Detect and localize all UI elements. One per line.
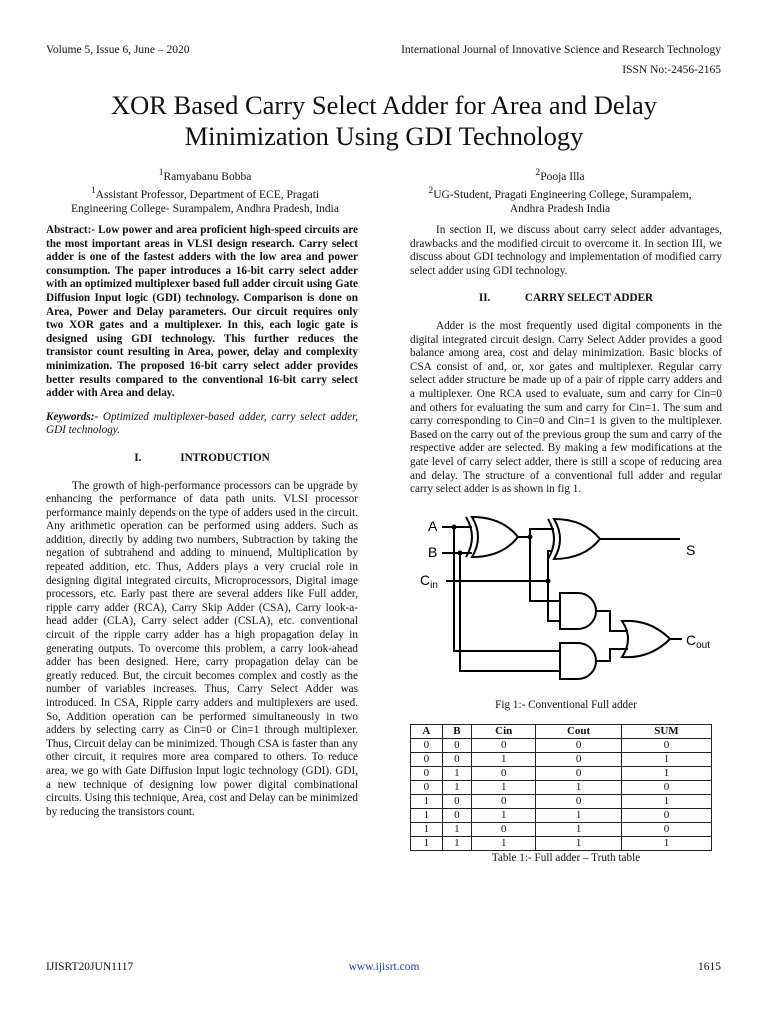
- section-number: II.: [478, 292, 491, 305]
- or-gate: [622, 621, 670, 657]
- junction-dot: [452, 524, 457, 529]
- abstract-label: Abstract:-: [46, 224, 96, 236]
- section-number: I.: [134, 451, 142, 464]
- xor1-gate: [472, 517, 518, 557]
- cout-sub: out: [696, 639, 711, 651]
- table-cell: 1: [472, 809, 536, 823]
- affiliation-line: UG-Student, Pragati Engineering College, Surampalem,: [433, 189, 692, 202]
- paper-title: [30, 90, 738, 152]
- junction-dot: [546, 578, 551, 583]
- carry-select-adder-paragraph: Adder is the most frequently used digital components in the digital integrated circuit design. Carry Select Adder provides a good balance among area, cost and delay minimization. Basic blocks of CSA consist of and, or, xor gates and multiplexer. Regular carry select adder structure be made up of a pair of ripple carry adders and a multiplexer. One RCA used to evaluate, sum and carry for Cin=0 and others for evaluating the sum and carry for Cin=1. The sum and carry corresponding to Cin=0 and Cin=1 is given to the multiplexer. Based on the carry out of the previous group the sum and carry of the respective adder are selected. By making a few modifications at the gate level of carry select adder, there is still a scope of reducing area and delay. The structure of a conventional full adder and regular carry select adder is as shown in fig 1.: [410, 319, 722, 496]
- truth-table-body: [411, 739, 712, 851]
- table-header-row: [411, 725, 712, 739]
- table-cell: 1: [536, 809, 622, 823]
- author-block-right: [400, 166, 720, 216]
- wire-xor1-to-and1: [530, 537, 560, 601]
- table-cell: 1: [442, 767, 472, 781]
- left-column: [46, 224, 358, 829]
- table-cell: 1: [442, 823, 472, 837]
- wire-cin-to-xor2: [446, 551, 552, 581]
- journal-website-link[interactable]: www.ijisrt.com: [348, 961, 420, 973]
- table-row: [411, 739, 712, 753]
- table-row: [411, 767, 712, 781]
- table-cell: 0: [411, 753, 443, 767]
- junction-dot: [528, 534, 533, 539]
- full-adder-circuit-diagram: [410, 511, 722, 687]
- table-cell: 0: [472, 739, 536, 753]
- author-name-right: [400, 166, 720, 184]
- table-cell: 1: [621, 795, 711, 809]
- table-cell: 0: [442, 739, 472, 753]
- input-label-cin: [420, 572, 438, 591]
- right-column: [410, 224, 722, 876]
- table-cell: 0: [411, 781, 443, 795]
- journal-volume-header: Volume 5, Issue 6, June – 2020: [46, 44, 190, 56]
- table-header-cell: A: [411, 725, 443, 739]
- table-cell: 1: [411, 823, 443, 837]
- xor1-back-curve: [466, 517, 472, 557]
- affiliation-sup: 1: [90, 185, 96, 197]
- journal-name-header: International Journal of Innovative Science and Research Technology: [401, 44, 721, 56]
- table-cell: 0: [621, 739, 711, 753]
- table-cell: 1: [442, 837, 472, 851]
- author-block-left: [40, 166, 370, 216]
- junction-dot: [458, 550, 463, 555]
- table-cell: 0: [411, 739, 443, 753]
- table-cell: 1: [411, 795, 443, 809]
- table-cell: 1: [536, 837, 622, 851]
- author-name-text: Ramyabanu Bobba: [163, 170, 252, 183]
- author-name-left: [40, 166, 370, 184]
- table-cell: 1: [472, 781, 536, 795]
- abstract: [46, 224, 358, 401]
- and2-gate: [560, 643, 596, 679]
- issn-header: ISSN No:-2456-2165: [622, 64, 721, 76]
- affiliation-line: Engineering College- Surampalem, Andhra Pradesh, India: [71, 202, 339, 215]
- table-cell: 1: [621, 753, 711, 767]
- table-cell: 0: [411, 767, 443, 781]
- wire-b-to-and2: [460, 553, 560, 671]
- table-cell: 1: [536, 781, 622, 795]
- table-cell: 0: [442, 753, 472, 767]
- table-cell: 0: [536, 795, 622, 809]
- table-cell: 0: [442, 795, 472, 809]
- table-header-cell: Cout: [536, 725, 622, 739]
- table-row: [411, 823, 712, 837]
- keywords-text: Optimized multiplexer-based adder, carry select adder, GDI technology.: [46, 410, 358, 437]
- section-title: INTRODUCTION: [180, 451, 270, 464]
- table-cell: 1: [536, 823, 622, 837]
- table-row: [411, 795, 712, 809]
- table-row: [411, 837, 712, 851]
- affiliation-line: Assistant Professor, Department of ECE, Pragati: [95, 189, 320, 202]
- introduction-paragraph: The growth of high-performance processors can be upgrade by enhancing the performance of data path units. VLSI processor performance mainly depends on the type of adders used in the circuit. Any arithmetic operation can be performed using adders. Such as addition, directly by adding two numbers, Subtraction by taking the negation of subtrahend and adding to minuend, Multiplication by repeated addition, etc. Thus, Adders plays a very crucial role in designing digital integrated circuits, Microprocessors, Digital image processors, etc. Early past there are several adders like Full adder, ripple carry adder (RCA), Carry Skip Adder (CSA), Carry look-a-head adder (CLA), Carry select adder (CSLA), etc. conventional circuit of the ripple carry adder has a high propagation delay in generating outputs. To overcome this problem, a carry look-ahead adder has been designed. Here, carry propagation delay can be greatly reduced. But, the circuit becomes complex and costly as the number of variables increases. Thus, Carry Select Adder was introduced. In CSA, Ripple carry adders and multiplexers are used. So, Addition operation can be performed simultaneously in two adders by selecting carry as Cin=0 or Cin=1 through multiplexer. Thus, Circuit delay can be minimized. Though CSA is faster than any other circuit, it requires more area compared to others. To reduce area, we go with Gate Diffusion Input logic technology (GDI). GDI, a new technique of designing low power digital combinational circuits. Using this technique, Area, cost and Delay can be minimized by reducing the transistors count.: [46, 479, 358, 818]
- table-cell: 0: [472, 823, 536, 837]
- paper-title-line-1: XOR Based Carry Select Adder for Area and Delay: [110, 90, 658, 120]
- paper-id-footer: IJISRT20JUN1117: [46, 961, 134, 973]
- author-affiliation-left: [40, 184, 370, 202]
- full-adder-figure: [410, 511, 722, 687]
- table-cell: 1: [411, 837, 443, 851]
- output-label-cout: [686, 632, 710, 651]
- affiliation-sup: 2: [428, 185, 434, 197]
- table-row: [411, 781, 712, 795]
- table-header-cell: B: [442, 725, 472, 739]
- paper-title-line-2: Minimization Using GDI Technology: [184, 121, 584, 151]
- table-header-cell: Cin: [472, 725, 536, 739]
- keywords: [46, 411, 358, 438]
- keywords-label: Keywords:-: [46, 410, 99, 423]
- table-cell: 0: [442, 809, 472, 823]
- author-sup: 1: [158, 167, 164, 178]
- affiliation-line: Andhra Pradesh India: [509, 202, 611, 215]
- cin-main: C: [420, 571, 431, 588]
- table-cell: 0: [472, 795, 536, 809]
- xor2-gate: [554, 519, 600, 559]
- output-label-s: S: [686, 541, 696, 558]
- author-affiliation-right: [400, 184, 720, 202]
- table-header-cell: SUM: [621, 725, 711, 739]
- page-number: 1615: [698, 961, 721, 973]
- table-cell: 0: [472, 767, 536, 781]
- table-cell: 0: [621, 809, 711, 823]
- input-label-a: A: [428, 517, 438, 534]
- table-cell: 0: [621, 823, 711, 837]
- input-wires-ab: [442, 527, 472, 553]
- table-cell: 1: [621, 837, 711, 851]
- table-cell: 0: [621, 781, 711, 795]
- full-adder-truth-table: [410, 724, 712, 851]
- author-name-text: Pooja Illa: [540, 170, 585, 183]
- table-row: [411, 809, 712, 823]
- section-heading-introduction: [46, 452, 358, 466]
- table-row: [411, 753, 712, 767]
- table-cell: 1: [411, 809, 443, 823]
- section-title: CARRY SELECT ADDER: [524, 292, 654, 305]
- table-cell: 0: [536, 753, 622, 767]
- and1-gate: [560, 593, 596, 629]
- table-cell: 1: [621, 767, 711, 781]
- cout-main: C: [686, 631, 697, 648]
- table-cell: 0: [536, 767, 622, 781]
- wire-xor1-to-xor2: [518, 529, 554, 537]
- table-cell: 1: [442, 781, 472, 795]
- abstract-text: Low power and area proficient high-speed circuits are the most important areas in VLSI design research. Carry select adder is one of the fastest adders with the low area and power consumption. The paper introduces a 16-bit carry select adder with an optimized multiplexer based full adder circuit using Gate Diffusion Input logic (GDI) technology. Comparison is done on Area, Power and Delay parameters. Our circuit requires only two XOR gates and a multiplexer. In this, each logic gate is designed using GDI technology. This further reduces the transistor count resulting in Area, power, delay and complexity minimization. The proposed 16-bit carry select adder provides better results compared to the conventional 16-bit carry select adder with Area and delay.: [46, 224, 358, 400]
- table-caption: Table 1:- Full adder – Truth table: [491, 852, 641, 865]
- table-cell: 1: [472, 837, 536, 851]
- section-heading-carry-select-adder: [410, 292, 722, 306]
- figure-caption: Fig 1:- Conventional Full adder: [495, 698, 637, 711]
- author-sup: 2: [535, 167, 541, 178]
- section-overview-paragraph: In section II, we discuss about carry select adder advantages, drawbacks and the modified circuit to overcome it. In section III, we discuss about GDI technology and implementation of modified carry select adder using GDI technology.: [410, 224, 722, 277]
- cin-sub: in: [430, 579, 438, 591]
- table-cell: 0: [536, 739, 622, 753]
- table-cell: 1: [472, 753, 536, 767]
- input-label-b: B: [428, 543, 438, 560]
